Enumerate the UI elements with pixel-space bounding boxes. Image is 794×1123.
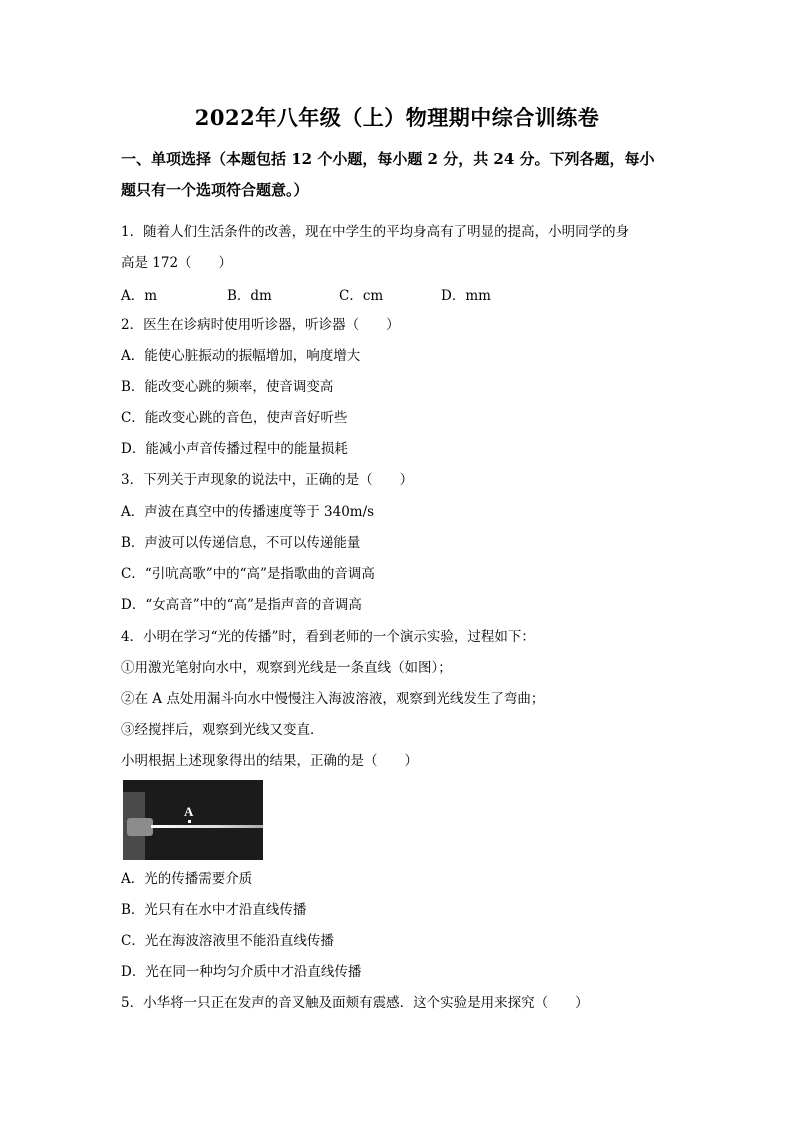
q3-option-a: A．声波在真空中的传播速度等于 340m/s (121, 504, 375, 520)
point-a-marker (188, 820, 191, 823)
q2-option-d: D．能减小声音传播过程中的能量损耗 (121, 441, 348, 457)
q1-option-a: A．m (121, 288, 158, 304)
q2-stem: 2．医生在诊病时使用听诊器，听诊器（ ） (121, 317, 400, 333)
q4-option-b: B．光只有在水中才沿直线传播 (121, 902, 307, 918)
q4-stem: 4．小明在学习“光的传播”时，看到老师的一个演示实验，过程如下： (121, 629, 535, 645)
q3-stem: 3．下列关于声现象的说法中，正确的是（ ） (121, 472, 414, 488)
q3-option-c: C．“引吭高歌”中的“高”是指歌曲的音调高 (121, 566, 375, 582)
q4-question: 小明根据上述现象得出的结果，正确的是（ ） (121, 753, 418, 769)
q4-option-d: D．光在同一种均匀介质中才沿直线传播 (121, 964, 362, 980)
q1-option-b: B．dm (227, 288, 272, 304)
q4-option-c: C．光在海波溶液里不能沿直线传播 (121, 933, 334, 949)
section-heading-line1: 一、单项选择（本题包括 12 个小题，每小题 2 分，共 24 分。下列各题，每小 (121, 150, 655, 168)
q4-option-a: A．光的传播需要介质 (121, 871, 253, 887)
q4-step-3: ③经搅拌后，观察到光线又变直． (121, 722, 324, 738)
q3-option-d: D．“女高音”中的“高”是指声音的音调高 (121, 597, 362, 613)
q1-stem-line1: 1．随着人们生活条件的改善，现在中学生的平均身高有了明显的提高，小明同学的身 (121, 224, 630, 240)
q2-option-a: A．能使心脏振动的振幅增加，响度增大 (121, 348, 361, 364)
page-title: 2022年八年级（上）物理期中综合训练卷 (194, 105, 600, 130)
q3-option-b: B．声波可以传递信息，不可以传递能量 (121, 535, 361, 551)
q4-step-2: ②在 A 点处用漏斗向水中慢慢注入海波溶液，观察到光线发生了弯曲； (121, 691, 545, 707)
q2-option-c: C．能改变心跳的音色，使声音好听些 (121, 410, 348, 426)
point-a-label: A (184, 804, 194, 819)
laser-pointer (127, 818, 153, 836)
q2-option-b: B．能改变心跳的频率，使音调变高 (121, 379, 334, 395)
q5-stem: 5．小华将一只正在发声的音叉触及面颊有震感．这个实验是用来探究（ ） (121, 995, 589, 1011)
q1-option-d: D．mm (441, 288, 491, 304)
section-heading-line2: 题只有一个选项符合题意。） (121, 181, 309, 199)
laser-beam (151, 825, 263, 828)
laser-experiment-photo (123, 780, 263, 860)
q1-options (121, 284, 693, 304)
q1-stem-line2: 高是 172（ ） (121, 255, 233, 271)
q4-step-1: ①用激光笔射向水中，观察到光线是一条直线（如图）； (121, 660, 452, 676)
q1-option-c: C．cm (339, 288, 384, 304)
